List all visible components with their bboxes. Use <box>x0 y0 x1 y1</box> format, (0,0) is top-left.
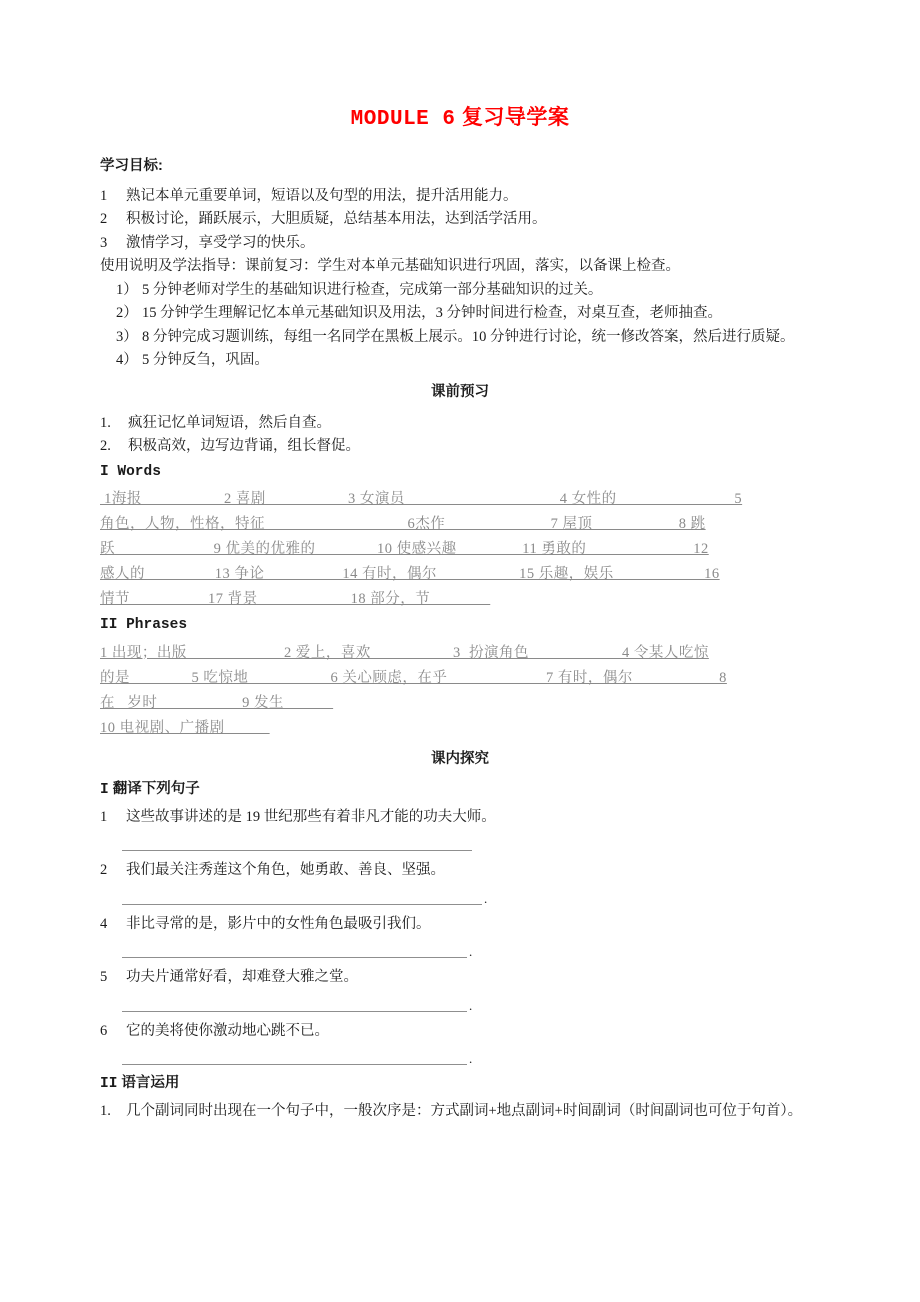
objective-item <box>100 208 820 231</box>
preview-number: 2. <box>100 438 111 455</box>
step-number: 4） <box>116 352 138 369</box>
step-item <box>100 326 820 349</box>
step-number: 2） <box>116 305 138 322</box>
objective-number: 2 <box>100 211 108 228</box>
answer-rule <box>122 1064 467 1065</box>
answer-line[interactable] <box>122 829 820 855</box>
step-item <box>100 302 820 325</box>
step-text: 15 分钟学生理解记忆本单元基础知识及用法，3 分钟时间进行检查，对桌互查，老师抽查。 <box>142 305 722 322</box>
translate-number: 6 <box>100 1022 108 1039</box>
step-number: 3） <box>116 328 138 345</box>
words-heading-label: Words <box>108 463 161 480</box>
answer-period: . <box>469 997 473 1013</box>
objective-item <box>100 185 820 208</box>
translate-item <box>100 806 820 829</box>
objective-item <box>100 232 820 255</box>
answer-line[interactable] <box>122 990 820 1016</box>
words-row: 角色，人物，性格，特征＿＿＿＿ 6杰作＿＿＿＿ 7 屋顶＿＿＿ 8 跳 <box>100 516 706 533</box>
language-heading <box>100 1073 820 1096</box>
step-text: 5 分钟老师对学生的基础知识进行检查，完成第一部分基础知识的过关。 <box>142 281 603 298</box>
translate-heading-numeral: I <box>100 782 109 799</box>
step-number: 1） <box>116 281 138 298</box>
answer-rule <box>122 904 482 905</box>
objective-text: 熟记本单元重要单词，短语以及句型的用法，提升活用能力。 <box>126 187 518 204</box>
answer-period: . <box>469 944 473 960</box>
translate-item <box>100 913 820 936</box>
objective-text: 积极讨论，踊跃展示，大胆质疑，总结基本用法，达到活学活用。 <box>126 211 547 228</box>
translate-text: 功夫片通常好看，却难登大雅之堂。 <box>126 969 358 986</box>
page-title-en: MODULE 6 <box>350 108 456 131</box>
words-row: 1海报 ＿＿＿ 2 喜剧 ＿＿＿ 3 女演员＿＿＿＿ 4 女性的＿＿＿＿ 5 <box>100 491 743 508</box>
step-item <box>100 279 820 302</box>
answer-period: . <box>469 1051 473 1067</box>
translate-heading-label: 翻译下列句子 <box>108 781 200 798</box>
translate-text: 它的美将使你激动地心跳不已。 <box>126 1022 329 1039</box>
words-row: 感人的＿＿＿ 13 争论 ＿＿＿ 14 有时，偶尔＿＿＿ 15 乐趣，娱乐＿＿＿ 16 <box>100 566 720 583</box>
step-item <box>100 349 820 372</box>
phrases-heading <box>100 615 820 637</box>
preview-number: 1. <box>100 414 111 431</box>
phrases-row: 的是＿＿＿ 5 吃惊地 ＿＿＿ 6 关心顾虑，在乎 ＿＿＿ 7 有时，偶尔＿＿＿ 8 <box>100 669 727 686</box>
answer-rule <box>122 1011 467 1012</box>
page-title <box>100 105 820 132</box>
words-heading <box>100 462 820 484</box>
preview-item <box>100 412 820 435</box>
translate-text: 我们最关注秀莲这个角色，她勇敢、善良、坚强。 <box>126 862 445 879</box>
translate-item <box>100 966 820 989</box>
phrases-row: 在 岁时＿＿＿＿ 9 发生 ＿＿＿ <box>100 694 334 711</box>
translate-heading <box>100 779 820 802</box>
translate-item <box>100 859 820 882</box>
answer-rule <box>122 957 467 958</box>
language-number: 1. <box>100 1103 111 1120</box>
language-text: 几个副词同时出现在一个句子中，一般次序是：方式副词+地点副词+时间副词（时间副词也可位于句首）。 <box>126 1103 803 1120</box>
language-item <box>100 1100 820 1123</box>
translate-number: 5 <box>100 969 108 986</box>
page-title-cn: 复习导学案 <box>455 106 570 129</box>
preview-item <box>100 435 820 458</box>
phrases-heading-numeral: II <box>100 616 118 633</box>
translate-number: 2 <box>100 862 108 879</box>
translate-text: 非比寻常的是，影片中的女性角色最吸引我们。 <box>126 915 431 932</box>
language-heading-label: 语言运用 <box>117 1075 180 1092</box>
translate-item <box>100 1020 820 1043</box>
usage-instruction: 使用说明及学法指导：课前复习：学生对本单元基础知识进行巩固，落实，以备课上检查。 <box>100 258 680 275</box>
answer-line[interactable] <box>122 883 820 909</box>
phrases-row: 1 出现；出版＿＿＿＿ 2 爱上，喜欢 ＿＿＿ 3 扮演角色＿＿＿＿ 4 令某人吃惊 <box>100 644 709 661</box>
translate-text: 这些故事讲述的是 19 世纪那些有着非凡才能的功夫大师。 <box>126 808 496 825</box>
preview-section-heading: 课前预习 <box>431 383 489 400</box>
words-row: 跃 ＿＿＿ 9 优美的优雅的＿＿＿ 10 使感兴趣＿＿＿ 11 勇敢的 ＿＿＿ 12 <box>100 541 709 558</box>
objective-number: 1 <box>100 187 108 204</box>
inclass-section-heading: 课内探究 <box>431 751 489 768</box>
preview-text: 疯狂记忆单词短语，然后自查。 <box>128 414 331 431</box>
answer-line[interactable] <box>122 1043 820 1069</box>
words-row: 情节＿＿＿ 17 背景＿＿＿＿ 18 部分，节＿＿＿＿ <box>100 591 491 608</box>
objective-text: 激情学习，享受学习的快乐。 <box>126 234 315 251</box>
translate-number: 4 <box>100 915 108 932</box>
translate-number: 1 <box>100 808 108 825</box>
language-heading-numeral: II <box>100 1076 118 1093</box>
preview-text: 积极高效，边写边背诵，组长督促。 <box>128 438 360 455</box>
answer-rule <box>122 850 472 851</box>
step-text: 5 分钟反刍，巩固。 <box>142 352 269 369</box>
phrases-row: 10 电视剧、广播剧＿＿＿ <box>100 719 270 736</box>
phrases-heading-label: Phrases <box>117 616 188 633</box>
step-text: 8 分钟完成习题训练，每组一名同学在黑板上展示。10 分钟进行讨论，统一修改答案，然后进行质疑。 <box>142 328 795 345</box>
objective-number: 3 <box>100 234 108 251</box>
words-heading-numeral: I <box>100 463 109 480</box>
answer-line[interactable] <box>122 936 820 962</box>
objectives-heading: 学习目标: <box>100 158 163 175</box>
answer-period: . <box>484 890 488 906</box>
